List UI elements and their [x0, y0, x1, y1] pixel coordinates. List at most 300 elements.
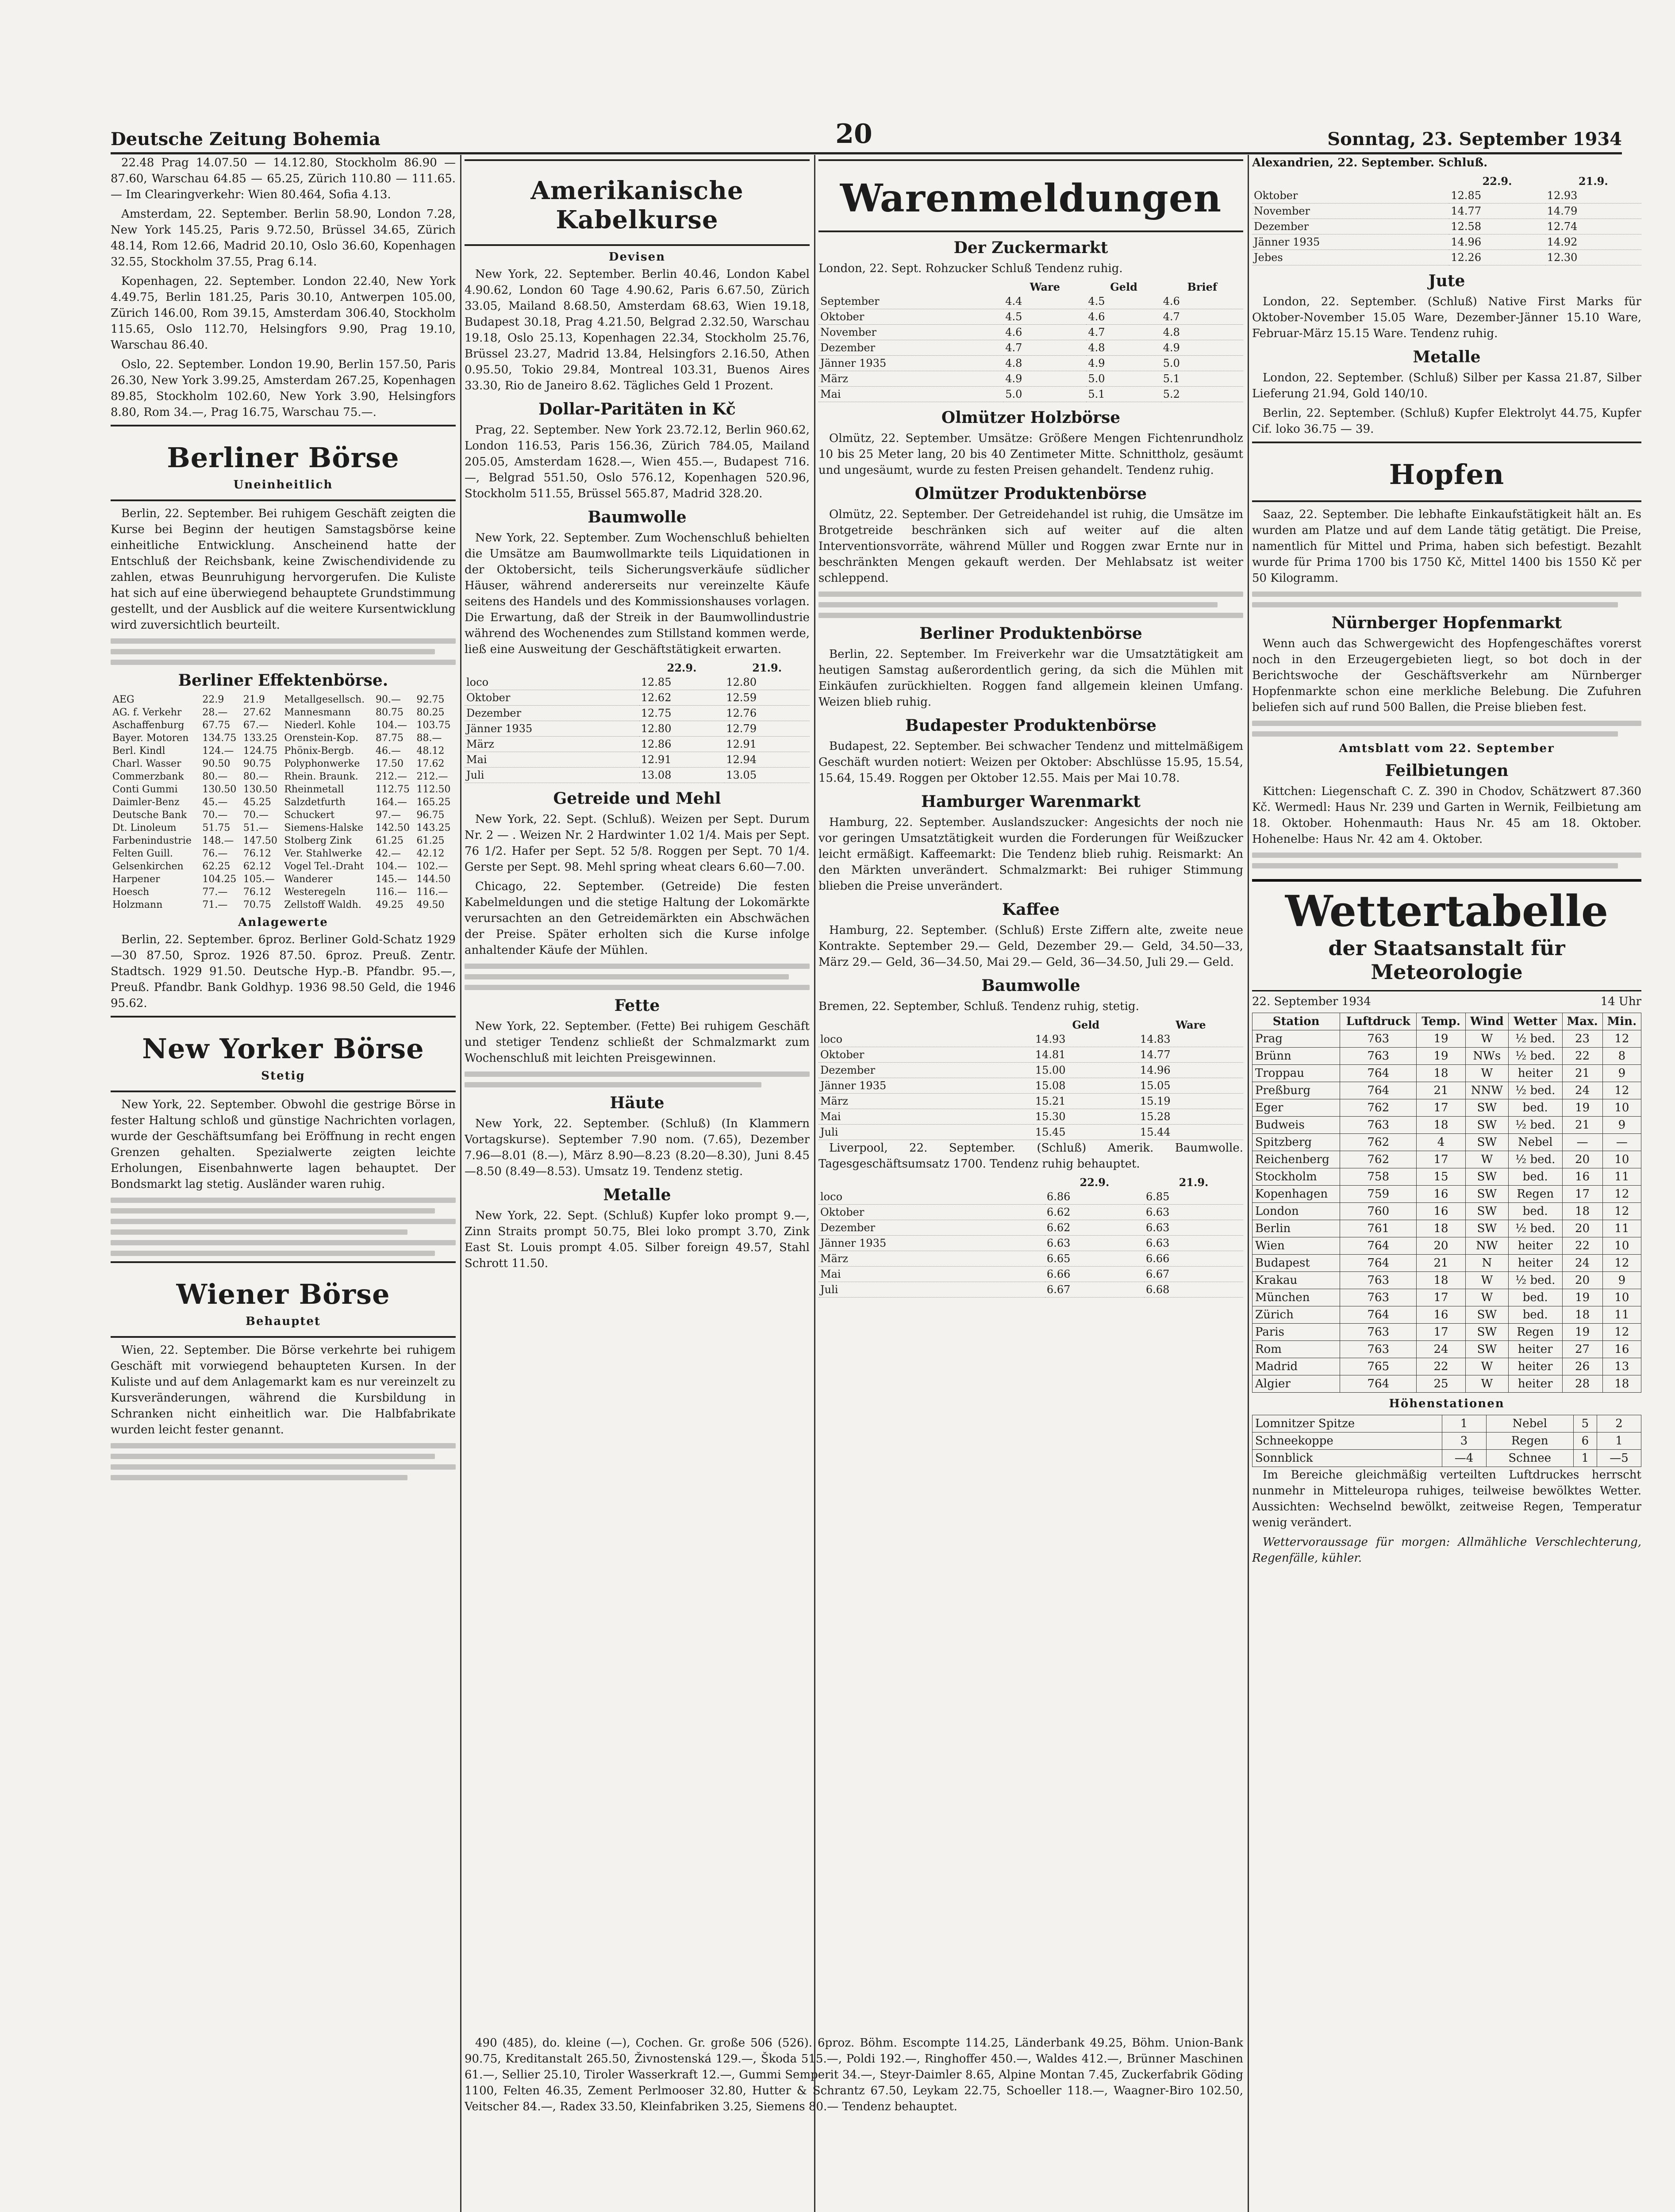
table-row [465, 675, 810, 690]
holzboerse-text: Olmütz, 22. September. Umsätze: Größere Mengen Fichtenrundholz 10 bis 25 Meter lang, 20 bis 40 Zentimeter Mitte. Schnittholz, gesäumt und ungesäumt, wurde zu festen Preisen gehandelt. Tendenz ruhig. [818, 432, 1243, 477]
table-cell: Hoesch [112, 887, 150, 898]
table-cell: bed. [1508, 1203, 1562, 1220]
baumwolle-bremen-title: Baumwolle [981, 976, 1080, 995]
table-cell: Oktober [465, 690, 639, 706]
table-cell: 130.50 [202, 784, 237, 795]
table-row [818, 1094, 1243, 1109]
nuernberg-title: Nürnberger Hopfenmarkt [1331, 614, 1562, 632]
weather-title: Wettertabelle [1285, 886, 1609, 936]
table-cell: heiter [1508, 1237, 1562, 1255]
table-cell: 87.75 [375, 733, 403, 744]
section-banner [1252, 442, 1641, 502]
table-row [1252, 1375, 1641, 1393]
table-cell: 4 [1417, 1134, 1465, 1151]
table-cell: 105.— [243, 874, 275, 885]
table-cell: 4.9 [1086, 356, 1161, 371]
section-banner [465, 159, 810, 246]
zucker-title: Der Zuckermarkt [953, 238, 1108, 257]
table-cell: 20 [1417, 1237, 1465, 1255]
table-cell: 15 [1417, 1168, 1465, 1186]
table-cell: 5.0 [1086, 371, 1161, 387]
table-cell: heiter [1508, 1341, 1562, 1358]
liverpool-text: Liverpool, 22. September. (Schluß) Amerik. Baumwolle. Tagesgeschäftsumsatz 1700. Tendenz ruhig behauptet. [818, 1141, 1243, 1171]
table-cell: 6.62 [1045, 1220, 1144, 1236]
alexandrien-title: Alexandrien, 22. September. Schluß. [1252, 156, 1488, 169]
table-cell: München [1252, 1289, 1340, 1306]
table-cell: ½ bed. [1508, 1117, 1562, 1134]
table-cell: Orenstein-Kop. [284, 733, 359, 744]
metalle-title: Metalle [603, 1186, 671, 1204]
zucker-subtitle: London, 22. Sept. Rohzucker Schluß Tendenz ruhig. [818, 262, 1123, 275]
dollar-paritaeten-text: Prag, 22. September. New York 23.72.12, Berlin 960.62, London 116.53, Paris 156.36, Zürich 784.05, Mailand 205.05, Amsterdam 1628.—, Wien 455.—, Budapest 716.—, Belgrad 551.50, Oslo 576.12, Kopenhagen 520.96, Stockholm 511.55, Brüssel 565.87, Madrid 328.20. [465, 423, 810, 500]
table-cell: 49.25 [375, 899, 403, 910]
table-cell: 22 [1562, 1237, 1602, 1255]
table-cell: NW [1465, 1237, 1508, 1255]
budapest-text: Budapest, 22. September. Bei schwacher Tendenz und mittelmäßigem Geschäft wurden notiert: Weizen per Oktober: Abschlüsse 15.95, 15.54, 15.64, 15.49. Roggen per Oktober 12.55. Mais per Mai 10.78. [818, 740, 1243, 785]
table-row [818, 1251, 1243, 1267]
column-rule [460, 155, 461, 2212]
table-cell: 80.— [202, 771, 228, 782]
table-cell: 21 [1562, 1065, 1602, 1082]
table-cell: AEG [112, 694, 134, 705]
table-cell: 25 [1417, 1375, 1465, 1393]
table-cell: 10 [1602, 1151, 1641, 1168]
table-cell: 42.— [375, 848, 401, 859]
table-cell: Oktober [818, 1047, 1033, 1063]
table-cell: Jänner 1935 [1252, 234, 1449, 250]
text-line [111, 1208, 435, 1214]
table-cell: 22.9. [667, 661, 697, 674]
baumwolle-table [465, 661, 810, 783]
feilbietungen-text: Kittchen: Liegenschaft C. Z. 390 in Chodov, Schätzwert 87.360 Kč. Wermedl: Haus Nr. 239 und Garten in Wernik, Feilbietung am 18. Oktober. Hohenmauth: Haus Nr. 45 am 18. Oktober. Hohenelbe: Haus Nr. 42 am 4. Oktober. [1252, 785, 1641, 846]
table-cell: 14.96 [1138, 1063, 1243, 1078]
table-cell: heiter [1508, 1375, 1562, 1393]
table-cell: Dt. Linoleum [112, 822, 177, 833]
table-cell: 51.75 [202, 822, 231, 833]
table-cell: 15.30 [1033, 1109, 1138, 1125]
table-cell: Dezember [818, 1220, 1045, 1236]
table-cell: Wetter [1508, 1013, 1562, 1030]
table-row [1252, 1082, 1641, 1099]
table-cell: 67.75 [202, 720, 231, 731]
metalle-london-title: Metalle [1413, 348, 1481, 366]
table-cell: Nebel [1486, 1415, 1573, 1432]
table-cell: 130.50 [243, 784, 277, 795]
anlagewerte-title: Anlagewerte [238, 916, 328, 929]
table-cell: 42.12 [416, 848, 445, 859]
table-row [111, 796, 456, 809]
table-cell: NNW [1465, 1082, 1508, 1099]
table-row [818, 325, 1243, 340]
table-cell: 16 [1417, 1186, 1465, 1203]
table-cell: 23 [1562, 1030, 1602, 1048]
table-cell: 764 [1340, 1065, 1417, 1082]
table-cell: 67.— [243, 720, 269, 731]
page-number: 20 [835, 119, 872, 150]
table-cell: 763 [1340, 1272, 1417, 1289]
table-cell: 22 [1562, 1048, 1602, 1065]
text-line [1252, 863, 1618, 868]
table-cell: 24 [1417, 1341, 1465, 1358]
devisen-text: New York, 22. September. Berlin 40.46, London Kabel 4.90.62, London 60 Tage 4.90.62, Paris 6.67.50, Zürich 33.05, Mailand 8.68.50, Amsterdam 68.63, Wien 19.18, Budapest 30.18, Prag 4.21.50, Belgrad 2.32.50, Warschau 19.18, Oslo 25.13, Kopenhagen 22.34, Stockholm 25.76, Brüssel 23.27, Madrid 13.84, Helsingfors 2.16.50, Athen 0.95.50, Tokio 29.84, Montreal 103.31, Buenos Aires 33.30, Rio de Janeiro 8.62. Tägliches Geld 1 Prozent. [465, 268, 810, 392]
table-cell: 77.— [202, 887, 228, 898]
table-cell: Mannesmann [284, 707, 351, 718]
table-row [818, 1063, 1243, 1078]
table-cell: 18 [1417, 1272, 1465, 1289]
table-row [818, 309, 1243, 325]
table-cell: Kopenhagen [1252, 1186, 1340, 1203]
weather-meta [1252, 995, 1641, 1008]
table-header-row [465, 661, 810, 675]
newyork-boerse-title: New Yorker Börse [142, 1033, 424, 1065]
table-cell: Madrid [1252, 1358, 1340, 1375]
table-cell: 71.— [202, 899, 228, 910]
table-row [1252, 1237, 1641, 1255]
table-cell: 12 [1602, 1324, 1641, 1341]
table-cell: 761 [1340, 1220, 1417, 1237]
table-row [1252, 1168, 1641, 1186]
table-cell: 15.21 [1033, 1094, 1138, 1109]
text-line [111, 1219, 456, 1224]
table-cell: 21.9. [1578, 175, 1608, 188]
table-cell: Gelsenkirchen [112, 861, 184, 872]
table-cell: 4.4 [1003, 294, 1086, 309]
table-cell: Daimler-Benz [112, 797, 180, 808]
table-cell: 4.7 [1161, 309, 1243, 325]
table-cell: 9 [1602, 1117, 1641, 1134]
table-cell: Conti Gummi [112, 784, 178, 795]
table-cell: 4.6 [1003, 325, 1086, 340]
text-line [465, 1082, 761, 1087]
table-cell: 14.77 [1449, 204, 1545, 219]
table-cell: 14.79 [1545, 204, 1641, 219]
table-row [111, 783, 456, 796]
fette-text: New York, 22. September. (Fette) Bei ruhigem Geschäft und stetiger Tendenz schließt der Schmalzmarkt zum Wochenschluß mit leichten Preisgewinnen. [465, 1020, 810, 1065]
table-cell: 61.25 [416, 835, 445, 846]
table-cell: 18 [1562, 1306, 1602, 1324]
table-cell: 88.— [416, 733, 442, 744]
table-cell: 12 [1602, 1203, 1641, 1220]
table-cell: Deutsche Bank [112, 810, 187, 821]
running-head [111, 119, 1622, 154]
kaffee-text: Hamburg, 22. September. (Schluß) Erste Ziffern alte, zweite neue Kontrakte. September 29.— Geld, Dezember 29.— Geld, 34.50—33, März 29.— Geld, 36—34.50, Mai 29.— Geld, 36—34.50, Juli 29.— Geld. [818, 924, 1243, 969]
hamburg-title: Hamburger Warenmarkt [921, 792, 1141, 811]
column-1 [111, 155, 456, 2208]
table-cell: 21.9. [752, 661, 782, 674]
table-cell: 17.62 [416, 758, 445, 769]
table-cell: Rheinmetall [284, 784, 344, 795]
metalle-text: New York, 22. Sept. (Schluß) Kupfer loko prompt 9.—, Zinn Straits prompt 50.75, Blei loko prompt 3.70, Zink East St. Louis prompt 4.05. Silber foreign 49.57, Stahl Schrott 11.50. [465, 1209, 810, 1270]
table-cell: SW [1465, 1134, 1508, 1151]
table-cell: 6.66 [1144, 1251, 1243, 1267]
table-cell: 4.7 [1086, 325, 1161, 340]
column-rule [1248, 155, 1249, 2212]
baumwolle-text: New York, 22. September. Zum Wochenschluß behielten die Umsätze am Baumwollmarkte teils Liquidationen in der Oktobersicht, teils Sicherungsverkäufe südlicher Häuser, während andererseits nur vereinzelte Käufe seitens des Handels und des Kommissionshauses vorlagen. Die Erwartung, daß der Streik in der Baumwollindustrie während des Wochenendes zum Stillstand kommen werde, ließ eine Ausweitung der Geschäftstätigkeit erwarten. [465, 531, 810, 656]
table-cell: 104.— [375, 861, 407, 872]
jute-title: Jute [1428, 272, 1465, 290]
table-cell: Ware [1176, 1018, 1206, 1031]
table-cell: 763 [1340, 1048, 1417, 1065]
table-row [111, 886, 456, 899]
text-line [111, 1198, 456, 1203]
text-line [465, 985, 810, 990]
table-cell: 5.2 [1161, 387, 1243, 402]
table-cell: 14.81 [1033, 1047, 1138, 1063]
table-cell: Geld [1072, 1018, 1100, 1031]
text-line [1252, 721, 1641, 726]
liverpool-table [818, 1175, 1243, 1298]
table-cell: 6.67 [1045, 1282, 1144, 1298]
table-cell: 1 [1597, 1432, 1641, 1450]
table-cell: 21 [1417, 1255, 1465, 1272]
table-row [1252, 1134, 1641, 1151]
table-cell: 2 [1597, 1415, 1641, 1432]
table-row [111, 732, 456, 745]
getreide-text: New York, 22. Sept. (Schluß). Weizen per Sept. Durum Nr. 2 — . Weizen Nr. 2 Hardwinter 1.02 1/4. Mais per Sept. 76 1/2. Hafer per Sept. 52 5/8. Roggen per Sept. 70 1/4. Gerste per Sept. 98. Mehl spring wheat clears 6.60—7.00. [465, 813, 810, 874]
table-row [1252, 219, 1641, 234]
table-cell [1252, 174, 1449, 188]
table-cell: 164.— [375, 797, 407, 808]
column-4 [1252, 155, 1641, 2208]
table-cell: 12 [1602, 1082, 1641, 1099]
jute-text: London, 22. September. (Schluß) Native First Marks für Oktober-November 15.05 Ware, Dezember-Jänner 15.10 Ware, Februar-März 15.15 Ware. Tendenz ruhig. [1252, 295, 1641, 340]
section-banner [111, 1016, 456, 1092]
table-cell: 762 [1340, 1099, 1417, 1117]
table-row [1252, 1324, 1641, 1341]
table-cell: 28 [1562, 1375, 1602, 1393]
text-line [111, 1464, 456, 1470]
table-cell: 763 [1340, 1289, 1417, 1306]
table-cell: 45.25 [243, 797, 271, 808]
table-cell: Brief [1187, 280, 1218, 293]
text-line [465, 974, 789, 979]
table-cell: Oktober [1252, 188, 1449, 204]
table-row [1252, 250, 1641, 265]
table-cell: 763 [1340, 1324, 1417, 1341]
table-cell: 764 [1340, 1237, 1417, 1255]
text-line [465, 1071, 810, 1077]
table-cell: 70.— [202, 810, 228, 821]
table-row [818, 1205, 1243, 1220]
table-cell: 22 [1417, 1358, 1465, 1375]
table-cell: 6.63 [1144, 1236, 1243, 1251]
table-cell: SW [1465, 1220, 1508, 1237]
table-cell: Troppau [1252, 1065, 1340, 1082]
table-row [111, 873, 456, 886]
table-cell: W [1465, 1065, 1508, 1082]
table-cell: Mai [818, 1267, 1045, 1282]
table-cell: 12.59 [724, 690, 810, 706]
table-row [1252, 234, 1641, 250]
table-cell: 24 [1562, 1082, 1602, 1099]
text-line [111, 1475, 407, 1480]
table-cell: 14.93 [1033, 1032, 1138, 1047]
table-cell: 19 [1562, 1099, 1602, 1117]
table-cell: 144.50 [416, 874, 451, 885]
table-cell: 19 [1562, 1324, 1602, 1341]
table-cell: —4 [1442, 1450, 1486, 1467]
table-cell: 3 [1442, 1432, 1486, 1450]
table-cell: Juli [818, 1125, 1033, 1140]
table-cell: 28.— [202, 707, 228, 718]
table-cell: 6.68 [1144, 1282, 1243, 1298]
table-cell: 24 [1562, 1255, 1602, 1272]
table-cell: 16 [1417, 1203, 1465, 1220]
section-banner [111, 425, 456, 501]
berliner-boerse-subtitle: Uneinheitlich [233, 478, 333, 492]
wiener-boerse-subtitle: Behauptet [246, 1315, 321, 1328]
table-cell: Dezember [818, 1063, 1033, 1078]
table-cell: 12 [1602, 1030, 1641, 1048]
table-cell: 1 [1442, 1415, 1486, 1432]
table-cell: 11 [1602, 1168, 1641, 1186]
table-cell: Nebel [1508, 1134, 1562, 1151]
table-cell: 17 [1417, 1151, 1465, 1168]
table-cell: heiter [1508, 1065, 1562, 1082]
table-row [465, 690, 810, 706]
weather-banner [1252, 879, 1641, 991]
table-cell: 6.63 [1144, 1220, 1243, 1236]
table-cell: 27 [1562, 1341, 1602, 1358]
table-cell: 22.9. [1080, 1176, 1110, 1189]
table-cell: Budapest [1252, 1255, 1340, 1272]
kaffee-title: Kaffee [1002, 900, 1060, 919]
table-cell: 764 [1340, 1306, 1417, 1324]
table-cell: 92.75 [416, 694, 445, 705]
table-cell: 6.66 [1045, 1267, 1144, 1282]
table-cell: Schnee [1486, 1450, 1573, 1467]
table-cell: Regen [1508, 1186, 1562, 1203]
text-line [111, 1443, 456, 1448]
table-cell: W [1465, 1289, 1508, 1306]
table-row [1252, 1048, 1641, 1065]
table-row [818, 1078, 1243, 1094]
budapest-title: Budapester Produktenbörse [905, 716, 1156, 735]
table-cell: 112.75 [375, 784, 410, 795]
table-cell: 12.75 [639, 706, 725, 721]
table-cell: 18 [1417, 1220, 1465, 1237]
table-cell: 147.50 [243, 835, 277, 846]
table-cell: 6.65 [1045, 1251, 1144, 1267]
table-cell: 48.12 [416, 745, 445, 757]
table-cell: 143.25 [416, 822, 451, 833]
table-cell: 134.75 [202, 733, 237, 744]
newyork-boerse-subtitle: Stetig [261, 1069, 305, 1083]
table-cell: 13 [1602, 1358, 1641, 1375]
table-cell: 165.25 [416, 797, 451, 808]
table-cell: 76.12 [243, 887, 271, 898]
hoehen-title: Höhenstationen [1389, 1397, 1505, 1410]
table-cell: 90.— [375, 694, 401, 705]
devisen-title: Devisen [608, 250, 666, 264]
table-cell: März [465, 737, 639, 752]
hopfen-text: Saaz, 22. September. Die lebhafte Einkaufstätigkeit hält an. Es wurden am Platze und auf dem Lande tätig getätigt. Die Preise, namentlich für Mittel und Prima, haben sich befestigt. Bezahlt wurde für Prima 1700 bis 1750 Kč, Mittel 1400 bis 1550 Kč per 50 Kilogramm. [1252, 508, 1641, 585]
table-cell: heiter [1508, 1358, 1562, 1375]
table-cell: Krakau [1252, 1272, 1340, 1289]
table-cell: Felten Guill. [112, 848, 173, 859]
table-row [818, 1267, 1243, 1282]
table-cell: 4.8 [1003, 356, 1086, 371]
table-cell: 8 [1602, 1048, 1641, 1065]
table-cell: 61.25 [375, 835, 403, 846]
table-cell: 21.9. [1179, 1176, 1209, 1189]
amtsblatt-title: Amtsblatt vom 22. September [1339, 742, 1555, 755]
table-cell: Mai [465, 752, 639, 768]
table-cell: 4.9 [1003, 371, 1086, 387]
table-cell: 5.1 [1161, 371, 1243, 387]
table-cell: Dezember [465, 706, 639, 721]
table-cell: ½ bed. [1508, 1220, 1562, 1237]
newyork-boerse-text: New York, 22. September. Obwohl die gestrige Börse in fester Haltung schloß und günstige Nachrichten vorlagen, wurde der Geschäftsumfang bei Eröffnung in recht engen Grenzen gehalten. Spezialwerte zeigten leichte Erholungen, Eisenbahnwerte lagen behauptet. Der Bondsmarkt lag stetig. Ausländer waren ruhig. [111, 1098, 456, 1191]
table-cell: Wind [1465, 1013, 1508, 1030]
table-cell: Oktober [818, 1205, 1045, 1220]
table-row [1252, 1255, 1641, 1272]
kabelkurse-title: Amerikanische Kabelkurse [530, 176, 744, 234]
table-cell [818, 280, 1003, 294]
table-cell: 212.— [416, 771, 448, 782]
table-cell: Algier [1252, 1375, 1340, 1393]
table-cell: 763 [1340, 1341, 1417, 1358]
table-cell: 15.05 [1138, 1078, 1243, 1094]
masthead-name: Deutsche Zeitung Bohemia [111, 129, 380, 150]
table-row [1252, 1151, 1641, 1168]
wiener-boerse-title: Wiener Börse [176, 1278, 390, 1310]
table-cell: 17 [1417, 1289, 1465, 1306]
table-cell: Aschaffenburg [112, 720, 184, 731]
table-cell: Sonnblick [1252, 1450, 1442, 1467]
table-cell: 764 [1340, 1255, 1417, 1272]
table-row [465, 706, 810, 721]
berlin-produkten-title: Berliner Produktenbörse [919, 624, 1142, 643]
table-cell: Ver. Stahlwerke [284, 848, 362, 859]
table-row [1252, 1341, 1641, 1358]
table-row [818, 1109, 1243, 1125]
text-line [818, 602, 1218, 607]
table-cell: 12.58 [1449, 219, 1545, 234]
table-cell: 13.05 [724, 768, 810, 783]
table-cell: 15.19 [1138, 1094, 1243, 1109]
table-row [818, 1047, 1243, 1063]
table-cell: W [1465, 1151, 1508, 1168]
table-cell: 12.76 [724, 706, 810, 721]
anlagewerte-text: Berlin, 22. September. 6proz. Berliner Gold-Schatz 1929—30 87.50, Sproz. 1926 87.50. 6proz. Preuß. Zentr. Stadtsch. 1929 91.50. Deutsche Hyp.-B. Pfandbr. 95.—, Preuß. Pfandbr. Bank Goldhyp. 1936 98.50 Geld, die 1946 95.62. [111, 933, 456, 1010]
table-cell [818, 1175, 1045, 1189]
bremen-subtitle: Bremen, 22. September, Schluß. Tendenz ruhig, stetig. [818, 1000, 1139, 1013]
table-row [1252, 1306, 1641, 1324]
table-cell: ½ bed. [1508, 1048, 1562, 1065]
table-cell: Bayer. Motoren [112, 733, 189, 744]
table-cell: 22.9 [202, 694, 224, 705]
table-cell: 10 [1602, 1099, 1641, 1117]
table-cell: 5.0 [1161, 356, 1243, 371]
wiener-boerse-text: Wien, 22. September. Die Börse verkehrte bei ruhigem Geschäft mit vorwiegend behaupteten Kursen. In der Kuliste und auf dem Anlagemarkt kam es nur vereinzelt zu Kursveränderungen, während die Kursbildung in Schranken nicht einheitlich war. Die Halbfabrikate wurden leicht fester genannt. [111, 1344, 456, 1436]
table-cell: 80.— [243, 771, 269, 782]
table-cell: Juli [465, 768, 639, 783]
table-cell: 90.75 [243, 758, 271, 769]
table-cell: 19 [1562, 1289, 1602, 1306]
table-cell: 103.75 [416, 720, 451, 731]
table-cell: 4.7 [1003, 340, 1086, 356]
table-row [465, 768, 810, 783]
table-cell: Rhein. Braunk. [284, 771, 358, 782]
table-cell: Siemens-Halske [284, 822, 364, 833]
table-cell: Regen [1508, 1324, 1562, 1341]
table-cell: Schuckert [284, 810, 335, 821]
berliner-boerse-text: Berlin, 22. September. Bei ruhigem Geschäft zeigten die Kurse bei Beginn der heutigen Samstagsbörse keine einheitliche Entwicklung. Anscheinend hatte der Entschluß der Reichsbank, keine Zwischendividende zu zahlen, etwas Beunruhigung hervorgerufen. Die Kuliste hat sich auf eine überwiegend behauptete Grundstimmung gestellt, und der Ausblick auf die weitere Kursentwicklung wird zuversichtlich beurteilt. [111, 507, 456, 632]
warenmeldungen-title: Warenmeldungen [840, 176, 1222, 221]
table-cell: 45.— [202, 797, 228, 808]
table-cell: 27.62 [243, 707, 271, 718]
